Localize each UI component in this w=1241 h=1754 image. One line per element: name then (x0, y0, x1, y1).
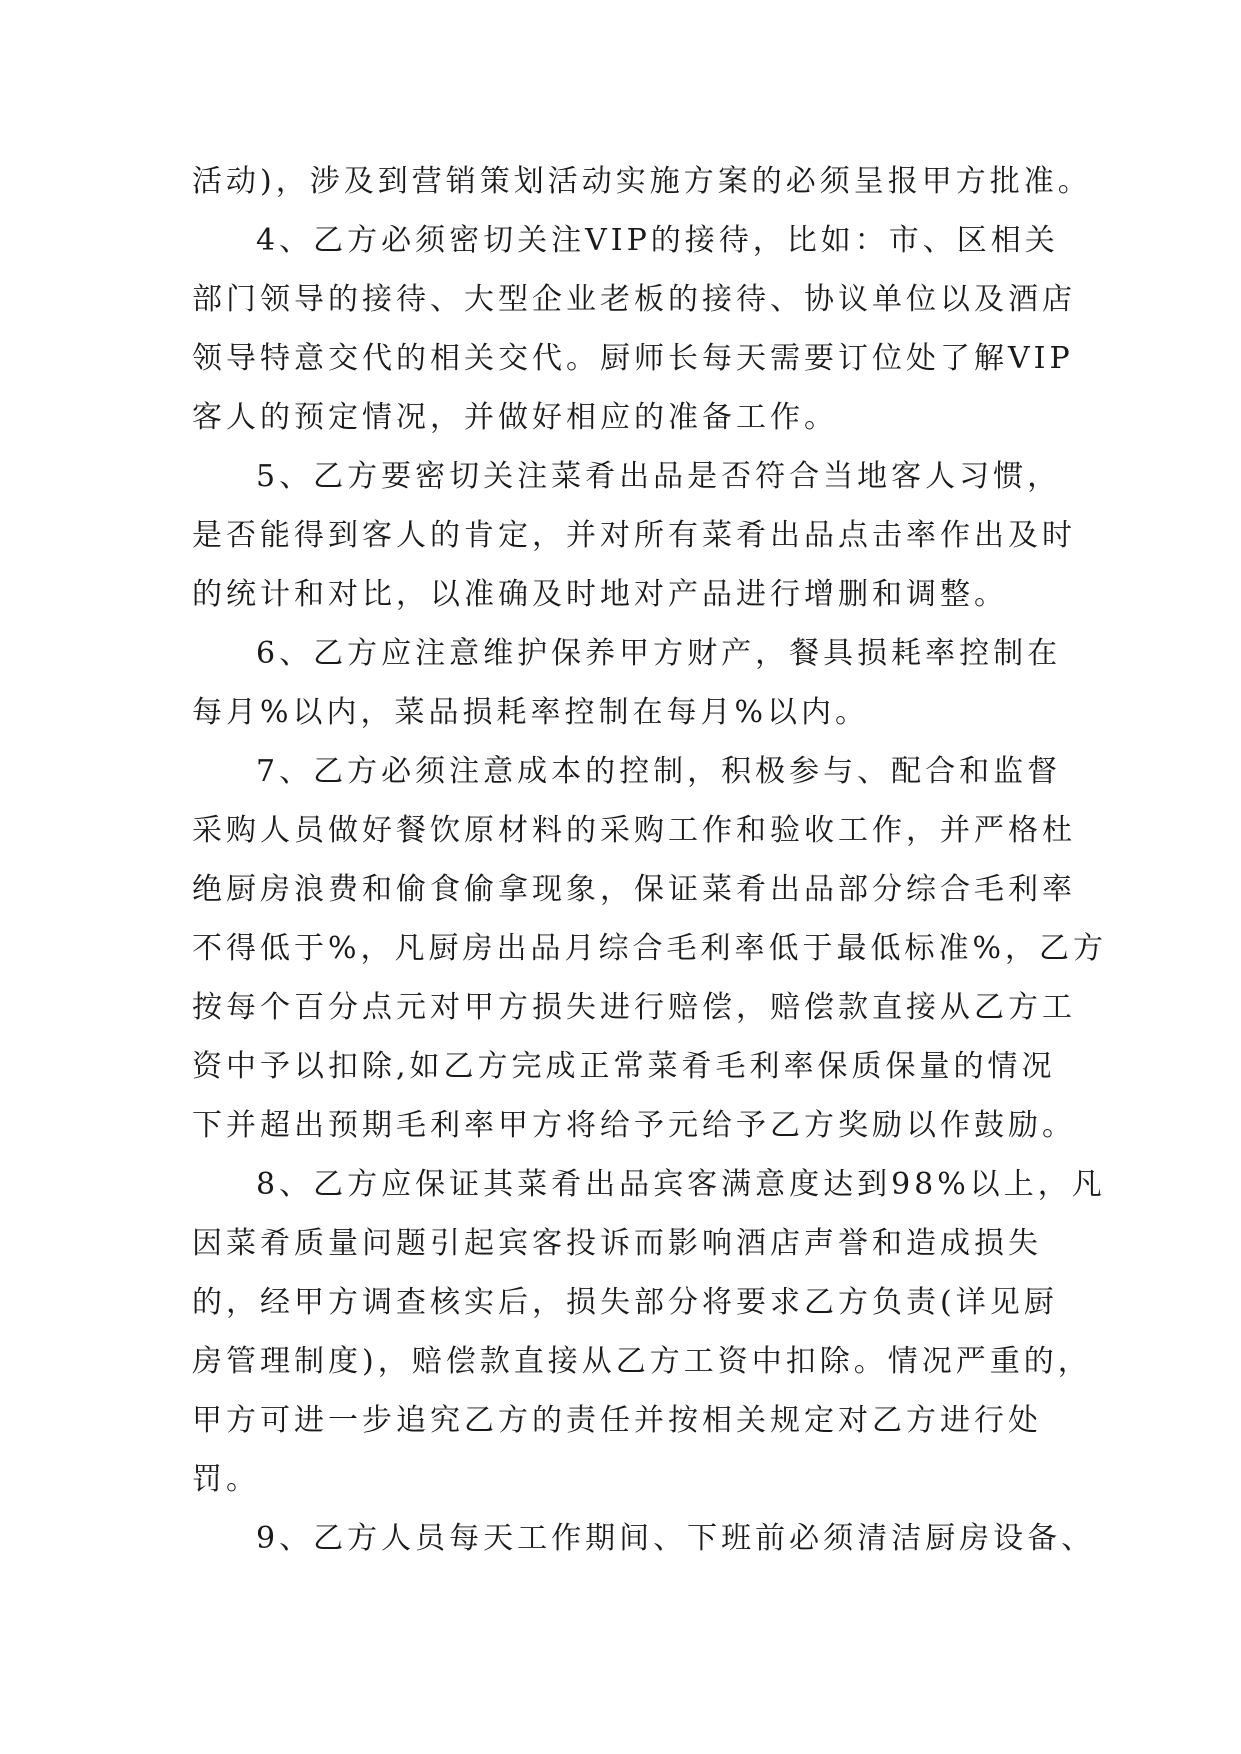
document-body (192, 152, 1108, 1568)
paragraph-line: 甲方可进一步追究乙方的责任并按相关规定对乙方进行处 (192, 1403, 1042, 1438)
paragraph-first-line: 5、乙方要密切关注菜肴出品是否符合当地客人习惯， (256, 459, 1062, 494)
paragraph-line: 按每个百分点元对甲方损失进行赔偿，赔偿款直接从乙方工 (192, 990, 1076, 1025)
paragraph-line: 客人的预定情况，并做好相应的准备工作。 (192, 400, 838, 435)
paragraph-line: 罚。 (192, 1462, 260, 1497)
paragraph-line: 活动)，涉及到营销策划活动实施方案的必须呈报甲方批准。 (192, 164, 1092, 199)
paragraph-line: 下并超出预期毛利率甲方将给予元给予乙方奖励以作鼓励。 (192, 1108, 1076, 1143)
paragraph-line: 每月%以内，菜品损耗率控制在每月%以内。 (192, 695, 870, 730)
paragraph-first-line: 6、乙方应注意维护保养甲方财产，餐具损耗率控制在 (256, 636, 1062, 671)
paragraph-line: 部门领导的接待、大型企业老板的接待、协议单位以及酒店 (192, 282, 1076, 317)
paragraph-line: 采购人员做好餐饮原材料的采购工作和验收工作，并严格杜 (192, 813, 1076, 848)
paragraph-line: 领导特意交代的相关交代。厨师长每天需要订位处了解VIP (192, 341, 1074, 376)
paragraph-first-line: 7、乙方必须注意成本的控制，积极参与、配合和监督 (256, 754, 1062, 789)
paragraph-first-line: 4、乙方必须密切关注VIP的接待，比如：市、区相关 (256, 223, 1059, 258)
paragraph-first-line: 9、乙方人员每天工作期间、下班前必须清洁厨房设备、 (256, 1521, 1096, 1556)
paragraph-line: 绝厨房浪费和偷食偷拿现象，保证菜肴出品部分综合毛利率 (192, 872, 1076, 907)
paragraph-line: 资中予以扣除,如乙方完成正常菜肴毛利率保质保量的情况 (192, 1049, 1056, 1084)
paragraph-line: 房管理制度)，赔偿款直接从乙方工资中扣除。情况严重的， (192, 1344, 1092, 1379)
paragraph-line: 不得低于%，凡厨房出品月综合毛利率低于最低标准%，乙方 (192, 931, 1108, 966)
paragraph-line: 因菜肴质量问题引起宾客投诉而影响酒店声誉和造成损失 (192, 1226, 1042, 1261)
paragraph-line: 是否能得到客人的肯定，并对所有菜肴出品点击率作出及时 (192, 518, 1076, 553)
paragraph-line: 的，经甲方调查核实后，损失部分将要求乙方负责(详见厨 (192, 1285, 1058, 1320)
paragraph-line: 的统计和对比，以准确及时地对产品进行增删和调整。 (192, 577, 1008, 612)
paragraph-first-line: 8、乙方应保证其菜肴出品宾客满意度达到98%以上，凡 (256, 1167, 1106, 1202)
